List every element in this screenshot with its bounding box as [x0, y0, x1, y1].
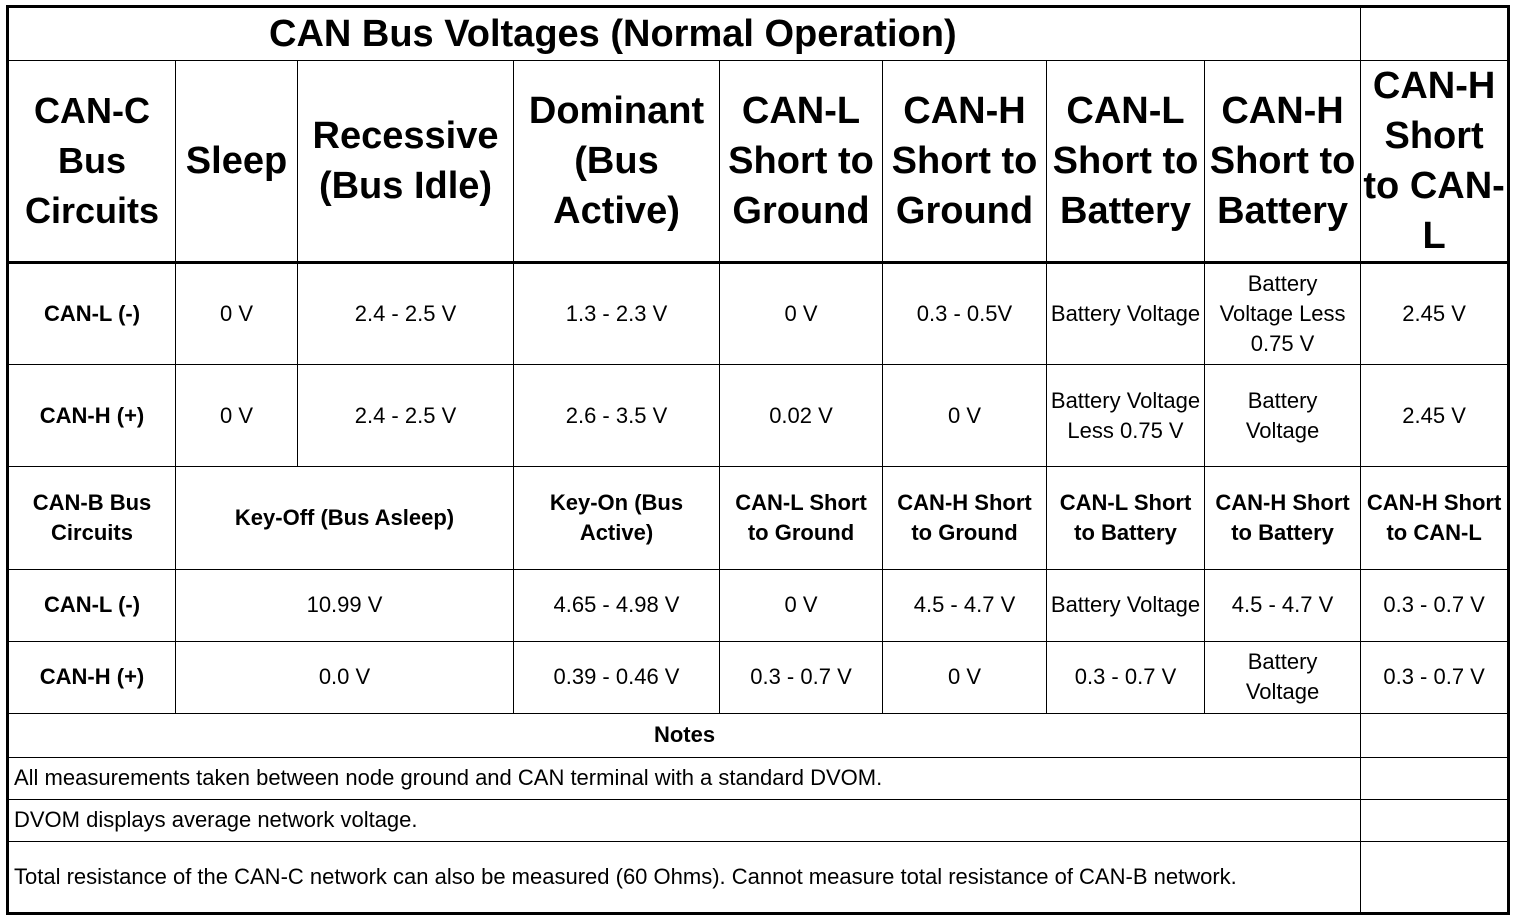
cell-canh-short-ground: 0 V	[883, 365, 1047, 467]
cell-canl-short-battery: Battery Voltage Less 0.75 V	[1047, 365, 1205, 467]
header-key-off: Key-Off (Bus Asleep)	[176, 467, 514, 569]
cell-canh-short-canl: 0.3 - 0.7 V	[1361, 641, 1509, 713]
header-canh-short-canl: CAN-H Short to CAN-L	[1361, 467, 1509, 569]
cell-sleep: 0 V	[176, 263, 298, 365]
header-canl-short-ground: CAN-L Short to Ground	[720, 467, 883, 569]
cell-canh-short-canl: 2.45 V	[1361, 365, 1509, 467]
cell-canh-short-battery: 4.5 - 4.7 V	[1205, 569, 1361, 641]
cell-canl-short-ground: 0.3 - 0.7 V	[720, 641, 883, 713]
header-dominant: Dominant (Bus Active)	[514, 61, 720, 263]
cell-key-off: 0.0 V	[176, 641, 514, 713]
empty-cell	[1361, 799, 1509, 841]
row-label: CAN-L (-)	[8, 569, 176, 641]
cell-canh-short-battery: Battery Voltage	[1205, 365, 1361, 467]
cell-canl-short-battery: Battery Voltage	[1047, 263, 1205, 365]
row-label: CAN-H (+)	[8, 641, 176, 713]
header-canh-short-battery: CAN-H Short to Battery	[1205, 61, 1361, 263]
cell-canh-short-ground: 0 V	[883, 641, 1047, 713]
cell-canl-short-ground: 0 V	[720, 263, 883, 365]
header-key-on: Key-On (Bus Active)	[514, 467, 720, 569]
cell-canl-short-ground: 0 V	[720, 569, 883, 641]
empty-cell	[1361, 841, 1509, 913]
can-b-header-row	[8, 467, 1509, 569]
cell-recessive: 2.4 - 2.5 V	[298, 263, 514, 365]
table-row	[8, 641, 1509, 713]
header-canl-short-ground: CAN-L Short to Ground	[720, 61, 883, 263]
cell-dominant: 2.6 - 3.5 V	[514, 365, 720, 467]
row-label: CAN-L (-)	[8, 263, 176, 365]
empty-cell	[1361, 7, 1509, 61]
cell-canh-short-battery: Battery Voltage Less 0.75 V	[1205, 263, 1361, 365]
row-label: CAN-H (+)	[8, 365, 176, 467]
header-canh-short-battery: CAN-H Short to Battery	[1205, 467, 1361, 569]
header-canl-short-battery: CAN-L Short to Battery	[1047, 467, 1205, 569]
cell-canh-short-ground: 4.5 - 4.7 V	[883, 569, 1047, 641]
cell-key-on: 4.65 - 4.98 V	[514, 569, 720, 641]
page-title: CAN Bus Voltages (Normal Operation)	[8, 7, 1361, 61]
note-item: DVOM displays average network voltage.	[8, 799, 1361, 841]
cell-canh-short-battery: Battery Voltage	[1205, 641, 1361, 713]
note-item: All measurements taken between node ground and CAN terminal with a standard DVOM.	[8, 757, 1361, 799]
table-row	[8, 365, 1509, 467]
header-recessive: Recessive (Bus Idle)	[298, 61, 514, 263]
cell-key-on: 0.39 - 0.46 V	[514, 641, 720, 713]
table-row	[8, 569, 1509, 641]
can-bus-voltage-table	[6, 5, 1510, 915]
cell-canl-short-battery: Battery Voltage	[1047, 569, 1205, 641]
cell-canl-short-ground: 0.02 V	[720, 365, 883, 467]
note-item: Total resistance of the CAN-C network can also be measured (60 Ohms). Cannot measure total resistance of CAN-B network.	[8, 841, 1361, 913]
header-can-c-bus-circuits: CAN-C Bus Circuits	[8, 61, 176, 263]
header-can-b-bus-circuits: CAN-B Bus Circuits	[8, 467, 176, 569]
header-canh-short-ground: CAN-H Short to Ground	[883, 61, 1047, 263]
notes-title: Notes	[8, 713, 1361, 757]
header-canh-short-ground: CAN-H Short to Ground	[883, 467, 1047, 569]
header-sleep: Sleep	[176, 61, 298, 263]
empty-cell	[1361, 713, 1509, 757]
empty-cell	[1361, 757, 1509, 799]
cell-sleep: 0 V	[176, 365, 298, 467]
cell-canh-short-canl: 0.3 - 0.7 V	[1361, 569, 1509, 641]
cell-recessive: 2.4 - 2.5 V	[298, 365, 514, 467]
table-row	[8, 263, 1509, 365]
header-canl-short-battery: CAN-L Short to Battery	[1047, 61, 1205, 263]
cell-canh-short-canl: 2.45 V	[1361, 263, 1509, 365]
cell-dominant: 1.3 - 2.3 V	[514, 263, 720, 365]
header-canh-short-canl: CAN-H Short to CAN-L	[1361, 61, 1509, 263]
cell-canl-short-battery: 0.3 - 0.7 V	[1047, 641, 1205, 713]
cell-canh-short-ground: 0.3 - 0.5V	[883, 263, 1047, 365]
cell-key-off: 10.99 V	[176, 569, 514, 641]
